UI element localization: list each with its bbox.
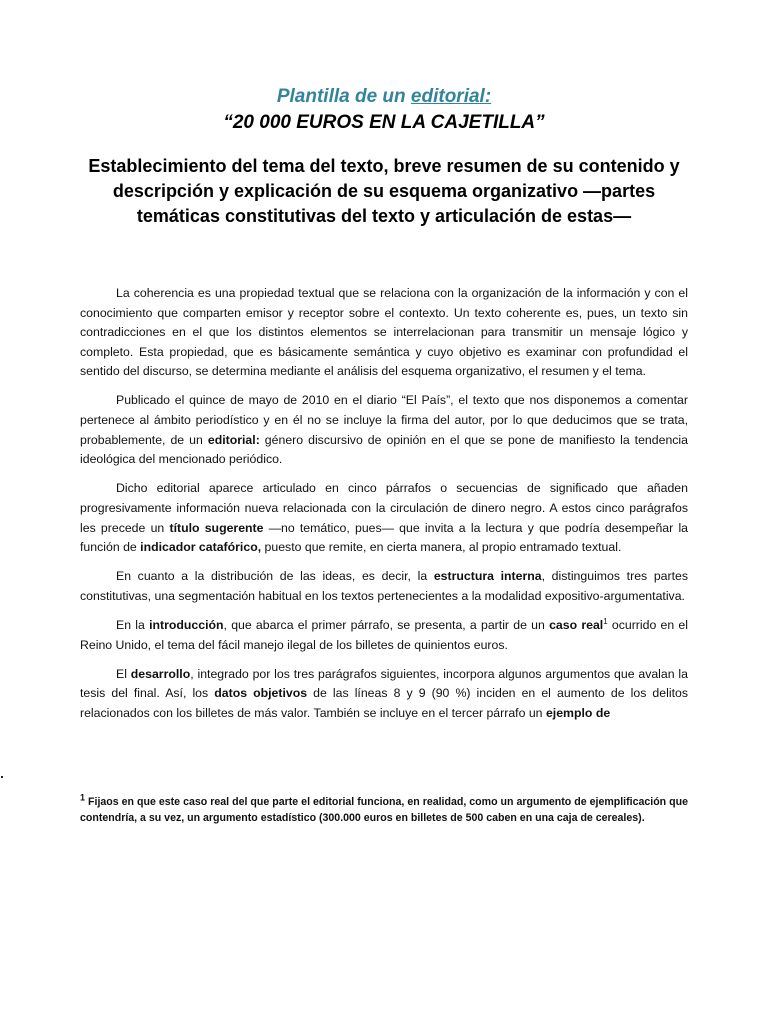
footnote bbox=[80, 792, 688, 826]
paragraph-5-bold-caso-real: caso real bbox=[549, 617, 604, 632]
section-heading: Establecimiento del tema del texto, breve resumen de su contenido y descripción y explicación de su esquema organizativo —partes temáticas constitutivas del texto y articulación de estas— bbox=[88, 156, 680, 226]
paragraph-4-text-a: En cuanto a la distribución de las ideas, es decir, la bbox=[116, 569, 434, 584]
margin-mark bbox=[1, 776, 3, 778]
paragraph-2-text-c: género discursivo de opinión en el que se pone de manifiesto la tendencia ideológica del mencionado periódico. bbox=[80, 432, 688, 467]
paragraph-3-bold-titulo: título sugerente bbox=[169, 520, 264, 535]
paragraph-5 bbox=[80, 616, 688, 655]
title-template-line bbox=[0, 84, 768, 110]
paragraph-5-text-c: , que abarca el primer párrafo, se presenta, a partir de un bbox=[223, 617, 550, 632]
paragraph-6-bold-desarrollo: desarrollo bbox=[130, 666, 191, 681]
paragraph-4 bbox=[80, 567, 688, 606]
title-block bbox=[0, 84, 768, 136]
paragraph-2-text-a: Publicado el quince de mayo de 2010 en el diario “El País”, el texto que nos disponemos a comentar pertenece al ámbito periodístico y en él no se incluye la firma del autor, por lo que deducimos que se trata, probablemente, de un bbox=[80, 393, 688, 447]
title-editorial-underlined: editorial: bbox=[410, 86, 492, 107]
paragraph-4-bold-estructura: estructura interna bbox=[433, 569, 542, 584]
paragraph-3-bold-indicador: indicador catafórico, bbox=[140, 540, 262, 555]
body-text bbox=[80, 284, 688, 733]
paragraph-1 bbox=[80, 284, 688, 382]
paragraph-6-text-c: , integrado por los tres parágrafos siguientes, incorpora algunos argumentos que avalan la tesis del final. Así, los bbox=[80, 666, 688, 701]
paragraph-6-bold-datos: datos objetivos bbox=[214, 686, 308, 701]
paragraph-2-bold-editorial: editorial: bbox=[207, 432, 260, 447]
paragraph-5-text-a: En la bbox=[116, 617, 150, 632]
paragraph-6 bbox=[80, 665, 688, 724]
paragraph-5-bold-introduccion: introducción bbox=[149, 617, 224, 632]
footnote-reference: 1 bbox=[603, 616, 608, 626]
paragraph-3-text-e: puesto que remite, en cierta manera, al propio entramado textual. bbox=[261, 540, 622, 555]
footnote-marker: 1 bbox=[80, 792, 86, 803]
paragraph-3-text-c: —no temático, pues— que invita a la lectura y que podría desempeñar la función de bbox=[80, 520, 689, 555]
paragraph-2 bbox=[80, 391, 688, 469]
paragraph-6-bold-ejemplo: ejemplo de bbox=[545, 705, 611, 720]
title-prefix: Plantilla de un bbox=[276, 86, 411, 107]
paragraph-6-text-a: El bbox=[116, 666, 131, 681]
paragraph-3 bbox=[80, 479, 688, 557]
paragraph-4-text-c: , distinguimos tres partes constitutivas, una segmentación habitual en los textos pertenecientes a la modalidad expositivo-argumentativa. bbox=[80, 569, 688, 603]
footnote-text: Fijaos en que este caso real del que parte el editorial funciona, en realidad, como un argumento de ejemplificación que contendría, a su vez, un argumento estadístico (300.000 euros en billetes de 500 caben en una caja de cereales). bbox=[80, 796, 688, 824]
paragraph-6-text-e: de las líneas 8 y 9 (90 %) inciden en el aumento de los delitos relacionados con los billetes de más valor. También se incluye en el tercer párrafo un bbox=[80, 686, 688, 720]
document-title: “20 000 EUROS EN LA CAJETILLA” bbox=[223, 112, 545, 133]
paragraph-5-text-e: ocurrido en el Reino Unido, el tema del fácil manejo ilegal de los billetes de quinientos euros. bbox=[80, 617, 689, 652]
paragraph-1-text: La coherencia es una propiedad textual que se relaciona con la organización de la información y con el conocimiento que comparten emisor y receptor sobre el contexto. Un texto coherente es, pues, un texto sin contradicciones en el que los distintos elementos se interrelacionan para transmitir un mensaje lógico y completo. Esta propiedad, que es básicamente semántica y cuyo objetivo es examinar con profundidad el sentido del discurso, se determina mediante el análisis del esquema organizativo, el resumen y el tema. bbox=[80, 286, 688, 379]
paragraph-3-text-a: Dicho editorial aparece articulado en cinco párrafos o secuencias de significado que añaden progresivamente información nueva relacionada con la circulación de dinero negro. A estos cinco parágrafos les precede un bbox=[80, 481, 688, 535]
